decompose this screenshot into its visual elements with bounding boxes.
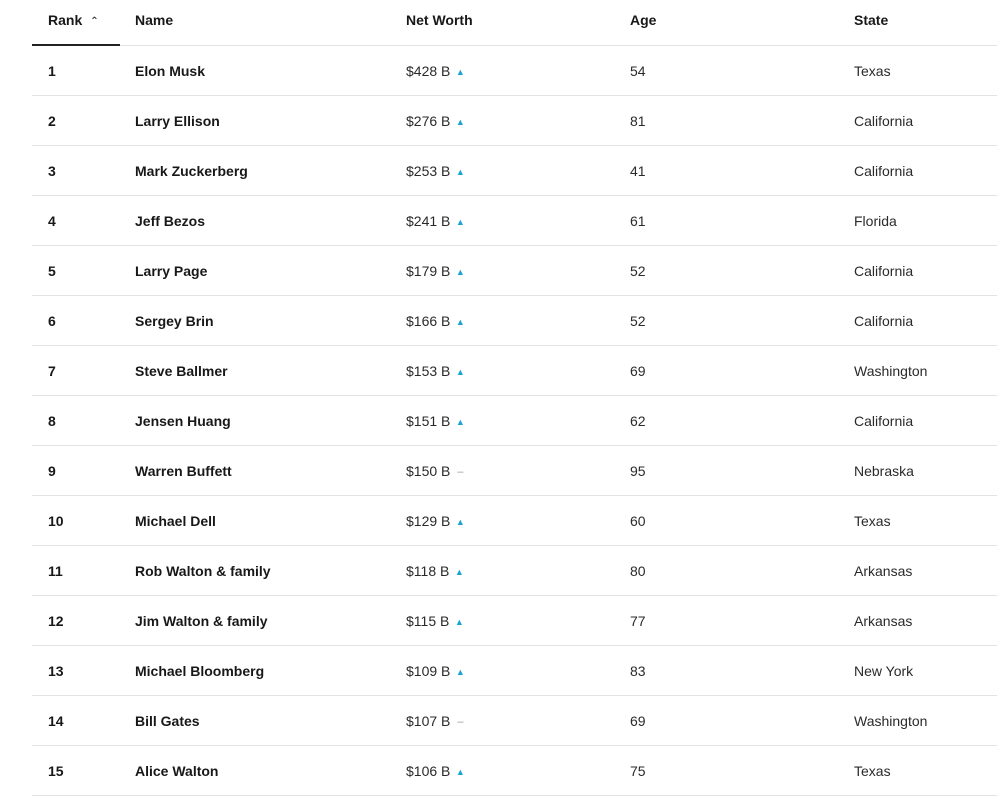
net-worth-cell (406, 363, 465, 380)
net-worth-cell (406, 413, 465, 430)
age-cell: 81 (630, 113, 646, 129)
net-worth-value: $151 B (406, 413, 451, 429)
state-cell: California (854, 413, 914, 429)
net-worth-value: $428 B (406, 63, 451, 79)
rank-cell: 3 (48, 163, 56, 179)
table-row[interactable] (32, 246, 997, 296)
name-link[interactable]: Mark Zuckerberg (135, 163, 248, 179)
net-worth-value: $276 B (406, 113, 451, 129)
net-worth-value: $129 B (406, 513, 451, 529)
rank-cell: 8 (48, 413, 56, 429)
net-worth-cell (406, 563, 464, 580)
age-cell: 75 (630, 763, 646, 779)
net-worth-cell (406, 113, 465, 130)
rank-cell: 2 (48, 113, 56, 129)
table-row[interactable] (32, 146, 997, 196)
state-cell: Arkansas (854, 563, 913, 579)
net-worth-cell (406, 763, 465, 780)
age-cell: 69 (630, 363, 646, 379)
age-cell: 52 (630, 263, 646, 279)
age-cell: 83 (630, 663, 646, 679)
table-row[interactable] (32, 346, 997, 396)
table-row[interactable] (32, 596, 997, 646)
age-cell: 62 (630, 413, 646, 429)
rank-cell: 5 (48, 263, 56, 279)
state-cell: Washington (854, 713, 928, 729)
state-cell: California (854, 163, 914, 179)
state-cell: Texas (854, 513, 891, 529)
age-cell: 95 (630, 463, 646, 479)
state-cell: California (854, 113, 914, 129)
trend-up-icon: ▲ (454, 617, 464, 627)
rank-cell: 10 (48, 513, 64, 529)
table-row[interactable] (32, 396, 997, 446)
net-worth-cell (406, 613, 464, 630)
net-worth-cell (406, 463, 465, 480)
net-worth-value: $109 B (406, 663, 451, 679)
rank-cell: 1 (48, 63, 56, 79)
name-link[interactable]: Warren Buffett (135, 463, 232, 479)
age-cell: 69 (630, 713, 646, 729)
trend-flat-icon: – (457, 716, 464, 728)
trend-up-icon: ▲ (455, 317, 465, 327)
trend-up-icon: ▲ (455, 767, 465, 777)
state-cell: Texas (854, 763, 891, 779)
state-cell: Nebraska (854, 463, 914, 479)
column-header-age[interactable]: Age (630, 12, 657, 28)
table-row[interactable] (32, 46, 997, 96)
trend-flat-icon: – (457, 466, 464, 478)
rank-cell: 7 (48, 363, 56, 379)
net-worth-cell (406, 63, 465, 80)
state-cell: Florida (854, 213, 897, 229)
age-cell: 60 (630, 513, 646, 529)
trend-up-icon: ▲ (454, 567, 464, 577)
rank-cell: 11 (48, 563, 63, 579)
age-cell: 77 (630, 613, 646, 629)
name-link[interactable]: Michael Dell (135, 513, 216, 529)
trend-up-icon: ▲ (455, 667, 465, 677)
rank-cell: 12 (48, 613, 64, 629)
net-worth-cell (406, 163, 465, 180)
state-cell: California (854, 313, 914, 329)
name-link[interactable]: Steve Ballmer (135, 363, 228, 379)
age-cell: 41 (630, 163, 646, 179)
net-worth-value: $150 B (406, 463, 451, 479)
net-worth-value: $118 B (406, 563, 450, 579)
rank-cell: 4 (48, 213, 56, 229)
net-worth-value: $253 B (406, 163, 451, 179)
rank-cell: 13 (48, 663, 64, 679)
column-header-name[interactable]: Name (135, 12, 174, 28)
column-header-rank[interactable] (48, 12, 99, 30)
name-link[interactable]: Bill Gates (135, 713, 200, 729)
net-worth-value: $166 B (406, 313, 451, 329)
table-row[interactable] (32, 96, 997, 146)
trend-up-icon: ▲ (455, 267, 465, 277)
trend-up-icon: ▲ (455, 217, 465, 227)
column-header-rank-label: Rank (48, 12, 83, 28)
trend-up-icon: ▲ (455, 117, 465, 127)
table-row[interactable] (32, 746, 997, 796)
chevron-up-icon[interactable]: ⌃ (90, 16, 99, 27)
net-worth-value: $241 B (406, 213, 451, 229)
net-worth-cell (406, 213, 465, 230)
table-row[interactable] (32, 546, 997, 596)
table-body (32, 46, 997, 796)
trend-up-icon: ▲ (455, 167, 465, 177)
name-link[interactable]: Rob Walton & family (135, 563, 271, 579)
name-link[interactable]: Jim Walton & family (135, 613, 268, 629)
state-cell: New York (854, 663, 914, 679)
table-row[interactable] (32, 646, 997, 696)
net-worth-cell (406, 663, 465, 680)
trend-up-icon: ▲ (455, 367, 465, 377)
name-link[interactable]: Michael Bloomberg (135, 663, 265, 679)
column-header-state[interactable]: State (854, 12, 889, 28)
net-worth-value: $107 B (406, 713, 451, 729)
name-link[interactable]: Sergey Brin (135, 313, 214, 329)
net-worth-value: $115 B (406, 613, 450, 629)
name-link[interactable]: Elon Musk (135, 63, 206, 79)
age-cell: 61 (630, 213, 646, 229)
table-row[interactable] (32, 446, 997, 496)
billionaires-table (32, 0, 997, 796)
trend-up-icon: ▲ (455, 417, 465, 427)
rank-cell: 15 (48, 763, 64, 779)
state-cell: California (854, 263, 914, 279)
net-worth-value: $153 B (406, 363, 451, 379)
table-row[interactable] (32, 296, 997, 346)
table-row[interactable] (32, 496, 997, 546)
trend-up-icon: ▲ (455, 517, 465, 527)
trend-up-icon: ▲ (455, 67, 465, 77)
net-worth-cell (406, 263, 465, 280)
age-cell: 52 (630, 313, 646, 329)
state-cell: Texas (854, 63, 891, 79)
net-worth-cell (406, 713, 465, 730)
state-cell: Washington (854, 363, 928, 379)
table-row[interactable] (32, 196, 997, 246)
rank-cell: 14 (48, 713, 64, 729)
rank-cell: 9 (48, 463, 56, 479)
name-link[interactable]: Jensen Huang (135, 413, 231, 429)
age-cell: 54 (630, 63, 646, 79)
net-worth-cell (406, 513, 465, 530)
column-header-net-worth[interactable]: Net Worth (406, 12, 473, 28)
net-worth-value: $179 B (406, 263, 451, 279)
age-cell: 80 (630, 563, 646, 579)
name-link[interactable]: Larry Page (135, 263, 208, 279)
net-worth-value: $106 B (406, 763, 451, 779)
name-link[interactable]: Larry Ellison (135, 113, 220, 129)
name-link[interactable]: Alice Walton (135, 763, 219, 779)
rank-cell: 6 (48, 313, 56, 329)
net-worth-cell (406, 313, 465, 330)
state-cell: Arkansas (854, 613, 913, 629)
name-link[interactable]: Jeff Bezos (135, 213, 206, 229)
table-header (32, 0, 997, 46)
table-row[interactable] (32, 696, 997, 746)
